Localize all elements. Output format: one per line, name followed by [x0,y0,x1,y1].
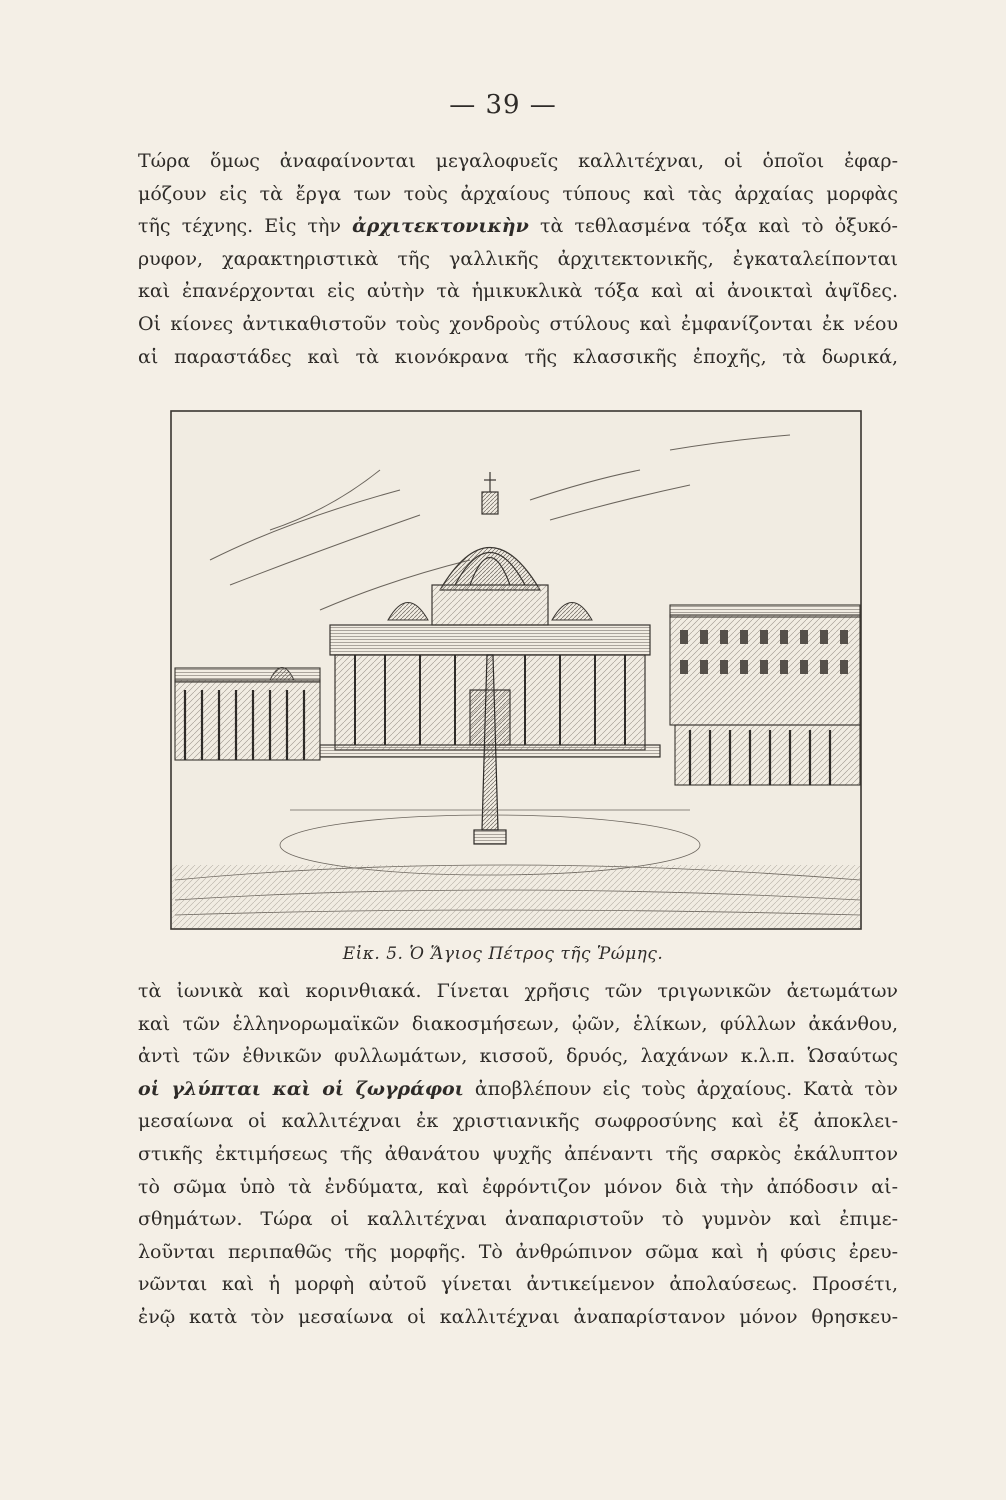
text-line: καὶ τῶν ἑλληνορωμαϊκῶν διακοσμήσεων, ᾠῶν, ἑλίκων, φύλλων ἀκάνθου, [138,1012,898,1035]
text-line: καὶ ἐπανέρχονται εἰς αὐτὴν τὰ ἡμικυκλικὰ τόξα καὶ αἱ ἀνοικταὶ ἀψῖδες. [138,280,898,303]
text-line: λοῦνται περιπαθῶς τῆς μορφῆς. Τὸ ἀνθρώπινον σῶμα καὶ ἡ φύσις ἐρευ- [138,1240,898,1263]
emphasized-term: οἱ γλύπται καὶ οἱ ζωγράφοι [138,1077,464,1100]
text-line: μόζουν εἰς τὰ ἔργα των τοὺς ἀρχαίους τύπους καὶ τὰς ἀρχαίας μορφὰς [138,182,898,205]
text-line: τὰ ἰωνικὰ καὶ κορινθιακά. Γίνεται χρῆσις τῶν τριγωνικῶν ἀετωμάτων [138,980,898,1002]
text-line: στικῆς ἐκτιμήσεως τῆς ἀθανάτου ψυχῆς ἀπέναντι τῆς σαρκὸς ἐκάλυπτον [138,1142,898,1165]
figure-caption: Εἰκ. 5. Ὁ Ἅγιος Πέτρος τῆς Ῥώμης. [342,944,664,964]
text-line: αἱ παραστάδες καὶ τὰ κιονόκρανα τῆς κλασσικῆς ἐποχῆς, τὰ δωρικά, [138,345,898,368]
text-line: ἀντὶ τῶν ἐθνικῶν φυλλωμάτων, κισσοῦ, δρυός, λαχάνων κ.λ.π. Ὡσαύτως [138,1045,898,1068]
text-segment: ἀποβλέπουν εἰς τοὺς ἀρχαίους. Κατὰ τὸν [474,1077,898,1100]
piazza-ground [172,865,860,928]
text-line [138,1073,898,1106]
text-segment: τὰ τεθλασμένα τόξα καὶ τὸ ὀξυκό- [539,215,898,238]
page-number: — 39 — [449,90,557,120]
text-line: ρυφον, χαρακτηριστικὰ τῆς γαλλικῆς ἀρχιτεκτονικῆς, ἐγκαταλείπονται [138,247,898,270]
text-line: νῶνται καὶ ἡ μορφὴ αὐτοῦ γίνεται ἀντικείμενον ἀπολαύσεως. Προσέτι, [138,1273,898,1296]
dome [432,472,548,625]
text-line: ἐνῷ κατὰ τὸν μεσαίωνα οἱ καλλιτέχναι ἀναπαρίστανον μόνον θρησκευ- [138,1305,898,1328]
engraving-illustration [170,410,862,930]
paragraph-top [138,145,898,373]
left-colonnade [175,668,320,760]
paragraph-bottom [138,975,898,1334]
text-line: Τώρα ὅμως ἀναφαίνονται μεγαλοφυεῖς καλλιτέχναι, οἱ ὁποῖοι ἐφαρ- [138,150,898,172]
text-line: μεσαίωνα οἱ καλλιτέχναι ἐκ χριστιανικῆς σωφροσύνης καὶ ἐξ ἀποκλει- [138,1110,898,1133]
text-line [138,210,898,243]
text-line: τὸ σῶμα ὑπὸ τὰ ἐνδύματα, καὶ ἐφρόντιζον μόνον διὰ τὴν ἀπόδοσιν αἰ- [138,1175,898,1198]
text-segment: τῆς τέχνης. Εἰς τὴν [138,215,341,238]
emphasized-term: ἀρχιτεκτονικὴν [352,215,529,238]
text-line: Οἱ κίονες ἀντικαθιστοῦν τοὺς χονδροὺς στύλους καὶ ἐμφανίζονται ἐκ νέου [138,312,898,335]
figure-st-peters-engraving [170,410,862,930]
right-palace [670,605,860,785]
text-line: σθημάτων. Τώρα οἱ καλλιτέχναι ἀναπαριστοῦν τὸ γυμνὸν καὶ ἐπιμε- [138,1208,898,1231]
